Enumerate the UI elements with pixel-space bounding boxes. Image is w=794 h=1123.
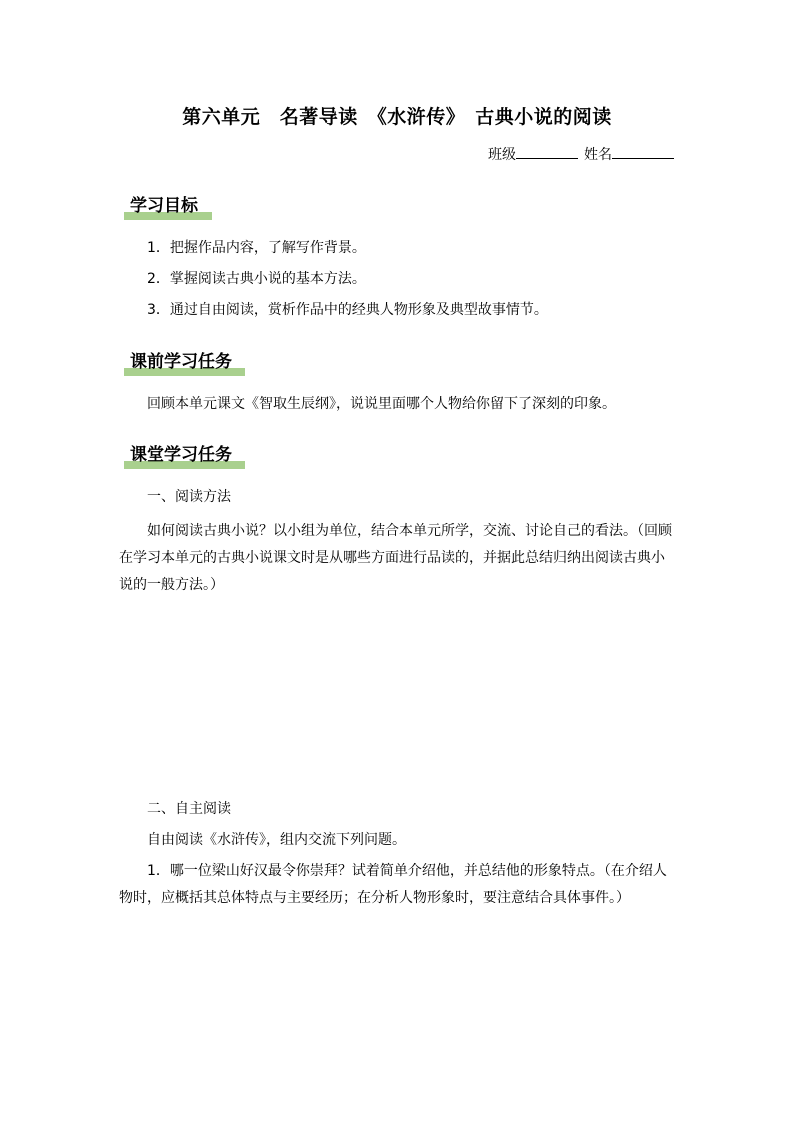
part2-question-1: 1．哪一位梁山好汉最令你崇拜？试着简单介绍他，并总结他的形象特点。（在介绍人物时，应概括其总体特点与主要经历；在分析人物形象时，要注意结合具体事件。） <box>119 863 667 906</box>
section-heading-in-class <box>124 443 245 469</box>
goal-item-3: 3．通过自由阅读，赏析作品中的经典人物形象及典型故事情节。 <box>147 302 548 318</box>
heading-text: 课前学习任务 <box>130 352 232 372</box>
part2-title: 二、自主阅读 <box>147 801 231 817</box>
goal-item-2: 2．掌握阅读古典小说的基本方法。 <box>147 271 366 287</box>
name-label: 姓名 <box>584 147 612 163</box>
class-blank[interactable] <box>516 144 578 159</box>
part1-title: 一、阅读方法 <box>147 489 231 505</box>
part1-text: 如何阅读古典小说？以小组为单位，结合本单元所学，交流、讨论自己的看法。（回顾在学习本单元的古典小说课文时是从哪些方面进行品读的，并据此总结归纳出阅读古典小说的一般方法。） <box>119 523 672 593</box>
pre-class-text: 回顾本单元课文《智取生辰纲》，说说里面哪个人物给你留下了深刻的印象。 <box>147 396 616 412</box>
heading-text: 学习目标 <box>130 196 198 216</box>
part2-intro: 自由阅读《水浒传》，组内交流下列问题。 <box>147 832 406 848</box>
class-name-line <box>488 144 674 165</box>
goal-item-1: 1．把握作品内容，了解写作背景。 <box>147 240 366 256</box>
section-heading-goals <box>124 194 212 220</box>
heading-text: 课堂学习任务 <box>130 445 232 465</box>
class-label: 班级 <box>488 147 516 163</box>
name-blank[interactable] <box>612 144 674 159</box>
section-heading-pre-class <box>124 350 245 376</box>
page-title: 第六单元 名著导读 《水浒传》 古典小说的阅读 <box>182 106 612 128</box>
